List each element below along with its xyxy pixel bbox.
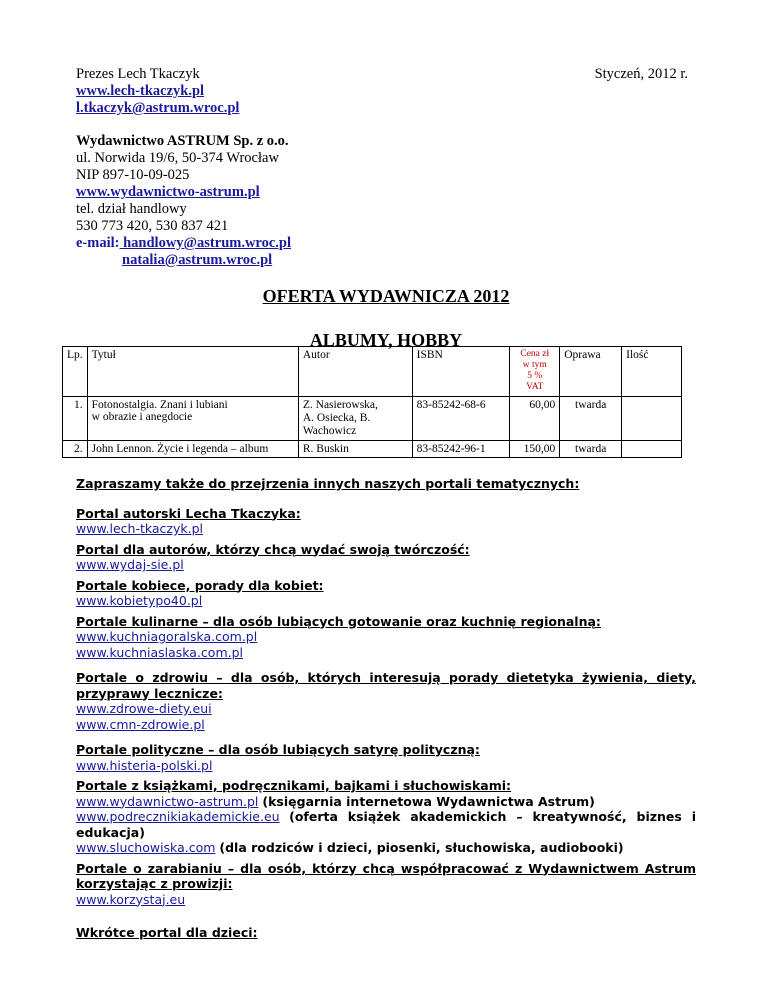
- president-website-link[interactable]: www.lech-tkaczyk.pl: [76, 83, 205, 99]
- portal-publish-link[interactable]: www.wydaj-sie.pl: [76, 557, 184, 572]
- portal-cooking-link-1[interactable]: www.kuchniagoralska.com.pl: [76, 629, 258, 644]
- portal-women-title: Portale kobiece, porady dla kobiet:: [76, 577, 324, 593]
- portal-books-title: Portale z książkami, podręcznikami, bajkami i słuchowiskami:: [76, 778, 512, 793]
- col-qty: Ilość: [622, 347, 682, 397]
- company-info: [76, 133, 291, 269]
- portal-books-link-1[interactable]: www.wydawnictwo-astrum.pl: [76, 793, 259, 809]
- row-title-line2: w obrazie i anegdocie: [91, 411, 193, 423]
- portal-books-link-2[interactable]: www.podrecznikiakademickie.eu: [76, 809, 280, 824]
- offer-table: [62, 346, 682, 458]
- portal-books-desc-3: (dla rodziców i dzieci, piosenki, słuchowiska, audiobooki): [219, 840, 624, 855]
- row-qty-input[interactable]: [622, 441, 682, 458]
- col-title: Tytuł: [87, 347, 298, 397]
- col-author: Autor: [298, 347, 412, 397]
- row-author-line3: Wachowicz: [302, 425, 357, 437]
- row-author: R. Buskin: [298, 441, 412, 458]
- company-address: ul. Norwida 19/6, 50-374 Wrocław: [76, 150, 279, 166]
- row-author-line1: Z. Nasierowska,: [302, 399, 378, 411]
- row-qty-input[interactable]: [622, 397, 682, 441]
- col-price: [510, 347, 560, 397]
- col-price-line3: 5 %: [527, 371, 543, 381]
- row-binding: twarda: [560, 441, 622, 458]
- row-price: 150,00: [510, 441, 560, 458]
- president-email-link[interactable]: l.tkaczyk@astrum.wroc.pl: [76, 100, 240, 116]
- portal-books-desc-2: (oferta książek akademickich – kreatywność, biznes i edukacja): [76, 809, 696, 840]
- row-isbn: 83-85242-68-6: [412, 397, 510, 441]
- portal-women-link[interactable]: www.kobietypo40.pl: [76, 593, 203, 608]
- portal-health-link-1[interactable]: www.zdrowe-diety.eui: [76, 701, 212, 716]
- company-name: Wydawnictwo ASTRUM Sp. z o.o.: [76, 133, 289, 149]
- portal-author-title: Portal autorski Lecha Tkaczyka:: [76, 505, 301, 521]
- portal-cooking-title: Portale kulinarne – dla osób lubiących gotowanie oraz kuchnię regionalną:: [76, 613, 601, 629]
- portal-politics-title: Portale polityczne – dla osób lubiących satyrę polityczną:: [76, 742, 480, 757]
- company-email-link-1[interactable]: handlowy@astrum.wroc.pl: [119, 235, 292, 251]
- portal-earn-title: Portale o zarabianiu – dla osób, którzy chcą współpracować z Wydawnictwem Astrum korzystając z prowizji:: [76, 860, 696, 891]
- row-isbn: 83-85242-96-1: [412, 441, 510, 458]
- row-lp: 2.: [63, 441, 88, 458]
- table-row: [63, 397, 682, 441]
- row-title-line1: Fotonostalgia. Znani i lubiani: [91, 399, 228, 411]
- company-email-link-2[interactable]: natalia@astrum.wroc.pl: [122, 252, 273, 268]
- portals-intro: Zapraszamy także do przejrzenia innych naszych portali tematycznych:: [76, 476, 580, 491]
- company-dept: tel. dział handlowy: [76, 201, 187, 217]
- company-nip: NIP 897-10-09-025: [76, 167, 190, 183]
- letter-header: [76, 66, 696, 117]
- row-title: [87, 397, 298, 441]
- row-price: 60,00: [510, 397, 560, 441]
- row-lp: 1.: [63, 397, 88, 441]
- col-binding: Oprawa: [560, 347, 622, 397]
- col-price-line1: Cena zł: [520, 349, 550, 359]
- portal-author-link[interactable]: www.lech-tkaczyk.pl: [76, 521, 203, 536]
- offer-section-title: ALBUMY, HOBBY: [309, 330, 463, 350]
- letter-date: Styczeń, 2012 r.: [594, 66, 688, 82]
- table-header-row: [63, 347, 682, 397]
- col-isbn: ISBN: [412, 347, 510, 397]
- email-label: e-mail:: [76, 235, 120, 251]
- company-phones: 530 773 420, 530 837 421: [76, 218, 229, 234]
- company-website-link[interactable]: www.wydawnictwo-astrum.pl: [76, 184, 260, 200]
- row-author-line2: A. Osiecka, B.: [302, 412, 371, 424]
- portal-books-link-3[interactable]: www.sluchowiska.com: [76, 840, 216, 855]
- portal-books-desc-1: (księgarnia internetowa Wydawnictwa Astrum): [262, 793, 595, 809]
- portal-publish-title: Portal dla autorów, którzy chcą wydać swoją twórczość:: [76, 541, 470, 557]
- row-binding: twarda: [560, 397, 622, 441]
- president-name: Prezes Lech Tkaczyk: [76, 66, 200, 82]
- offer-title: OFERTA WYDAWNICZA 2012: [262, 286, 510, 306]
- portals-section: [76, 476, 696, 941]
- col-lp: Lp.: [63, 347, 88, 397]
- portal-health-title: Portale o zdrowiu – dla osób, których interesują porady dietetyka żywienia, diety, przyprawy lecznicze:: [76, 670, 696, 701]
- portal-kids-title: Wkrótce portal dla dzieci:: [76, 925, 258, 940]
- col-price-line2: w tym: [522, 360, 547, 370]
- portal-earn-link[interactable]: www.korzystaj.eu: [76, 891, 186, 907]
- portal-health-link-2[interactable]: www.cmn-zdrowie.pl: [76, 716, 205, 732]
- row-author: [298, 397, 412, 441]
- portal-politics-link[interactable]: www.histeria-polski.pl: [76, 757, 213, 773]
- row-title: John Lennon. Życie i legenda – album: [87, 441, 298, 458]
- table-row: [63, 441, 682, 458]
- portal-cooking-link-2[interactable]: www.kuchniaslaska.com.pl: [76, 644, 244, 660]
- col-price-line4: VAT: [526, 382, 544, 392]
